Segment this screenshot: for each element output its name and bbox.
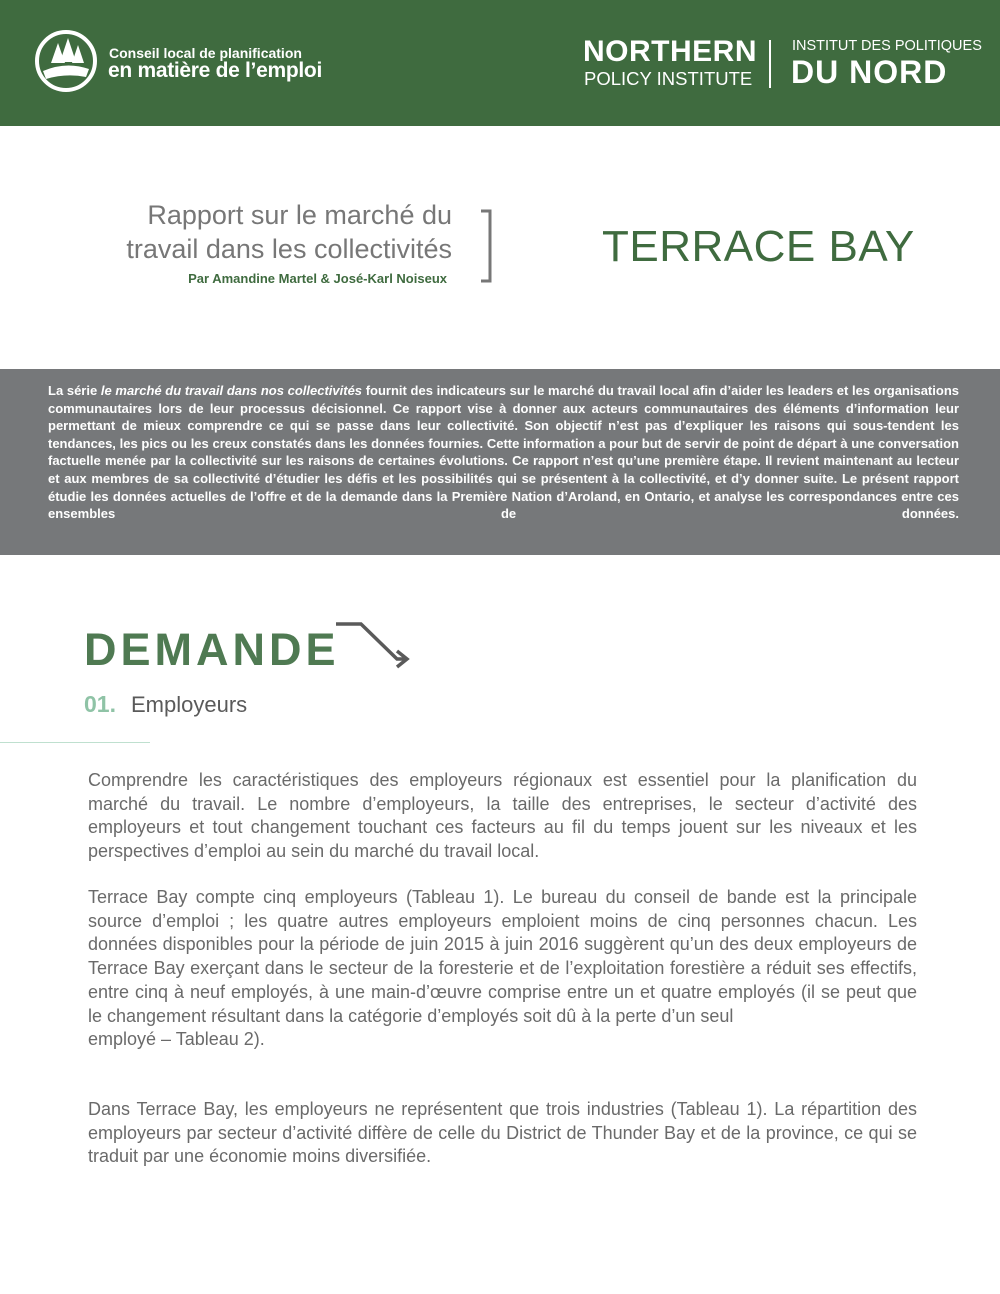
council-name-line2: en matière de l’emploi xyxy=(108,59,322,82)
section-heading: DEMANDE xyxy=(84,624,340,675)
logo-divider xyxy=(769,40,771,88)
intro-body: fournit des indicateurs sur le marché du travail local afin d’aider les leaders et les organisations communautaires lors de leur processus décisionnel. Ce rapport vise à donner aux acteurs communautaires des éléments d’information leur permettant de mieux comprendre ce qui se passe dans leur collectivité. Son objectif n’est pas d’expliquer les raisons qui sous-tendent les tendances, les pics ou les creux constatés dans les données fournies. Cette information a pour but de servir de point de départ à une conversation factuelle menée par la collectivité sur les raisons de certaines évolutions. Ce rapport n’est qu’une première étape. Il revient maintenant au lecteur et aux membres de sa collectivité d’étudier les défis et les possibilités qui se présentent à la collectivité, et d’y donner suite. Le présent rapport étudie les données actuelles de l’offre et de la demande dans la Première Nation d’Aroland, en Ontario, et analyse les correspondances entre ces ensembles de données. xyxy=(48,383,959,522)
paragraph-2-main: Terrace Bay compte cinq employeurs (Tableau 1). Le bureau du conseil de bande est la principale source d’emploi ; les quatre autres employeurs emploient moins de cinq personnes chacun. Les données disponibles pour la période de juin 2015 à juin 2016 suggèrent qu’un des deux employeurs de Terrace Bay exerçant dans le secteur de la foresterie et de l’exploitation forestière a réduit ses effectifs, entre cinq à neuf employés, à une main-d’œuvre comprise entre un et quatre employés (il se peut que le changement résultant dans la catégorie d’employés soit dû à la perte d’un seul xyxy=(88,887,917,1026)
subsection-number: 01. xyxy=(84,691,116,717)
intro-paragraph xyxy=(48,382,959,523)
report-title-line1: Rapport sur le marché du xyxy=(147,200,452,230)
ipn-logo-bottom: DU NORD xyxy=(791,54,948,90)
npi-logo-top: NORTHERN xyxy=(583,35,757,68)
subsection-title: Employeurs xyxy=(131,692,248,717)
paragraph-1: Comprendre les caractéristiques des employeurs régionaux est essentiel pour la planification du marché du travail. Le nombre d’employeurs, la taille des entreprises, le secteur d’activité des employeurs et tout changement touchant ces facteurs au fil du temps jouent sur les niveaux et les perspectives d’emploi au sein du marché du travail local. xyxy=(88,770,917,862)
paragraph-2 xyxy=(88,886,917,1052)
arrow-down-right-icon xyxy=(334,618,414,674)
forest-circle-logo-icon xyxy=(34,29,98,93)
report-title-line2: travail dans les collectivités xyxy=(126,234,452,264)
section-divider xyxy=(0,742,150,743)
header-band xyxy=(0,0,1000,126)
paragraph-2-end: employé – Tableau 2). xyxy=(88,1029,265,1050)
community-name: TERRACE BAY xyxy=(602,222,915,271)
npi-logo-bottom: POLICY INSTITUTE xyxy=(584,68,753,89)
series-name: le marché du travail dans nos collectivités xyxy=(100,383,363,398)
authors-byline: Par Amandine Martel & José-Karl Noiseux xyxy=(188,271,447,286)
council-name-line1: Conseil local de planification xyxy=(109,45,302,61)
intro-lead: La série xyxy=(48,383,101,398)
bracket-icon xyxy=(480,209,492,283)
report-title xyxy=(32,198,452,266)
ipn-logo-top: INSTITUT DES POLITIQUES xyxy=(792,38,982,54)
paragraph-3: Dans Terrace Bay, les employeurs ne représentent que trois industries (Tableau 1). La répartition des employeurs par secteur d’activité diffère de celle du District de Thunder Bay et de la province, ce qui se traduit par une économie moins diversifiée. xyxy=(88,1099,917,1167)
